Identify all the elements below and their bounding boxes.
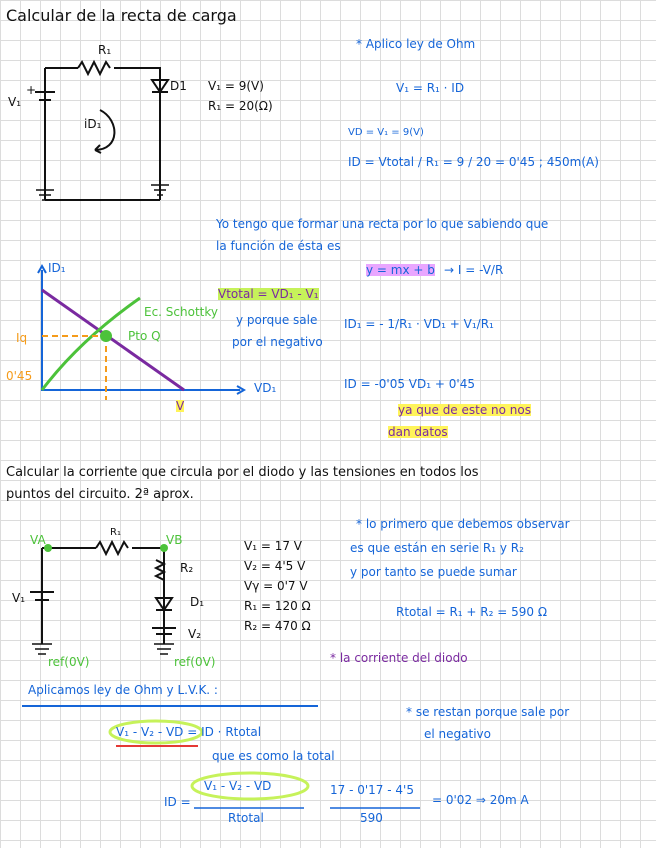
- section2-title-2: puntos del circuito. 2ª aprox.: [6, 487, 194, 502]
- resta-note-1: * se restan porque sale por: [406, 705, 570, 719]
- value-vg: Vγ = 0'7 V: [244, 579, 308, 593]
- eq-sub: que es como la total: [212, 749, 335, 763]
- ref1-label: ref(0V): [48, 655, 90, 669]
- vtotal-eq: Vtotal = VD₁ - V₁: [218, 287, 319, 301]
- current-note: * la corriente del diodo: [330, 651, 468, 665]
- graph-iq-val: 0'45: [6, 369, 33, 383]
- ohm-kvl: Aplicamos ley de Ohm y L.V.K. :: [28, 683, 218, 697]
- final-result: = 0'02 ⇒ 20m A: [432, 793, 529, 807]
- eq4: ID = -0'05 VD₁ + 0'45: [344, 377, 475, 391]
- d1-label: D1: [170, 79, 187, 93]
- ohm-cond: VD = V₁ = 9(V): [348, 127, 424, 138]
- frac-den: Rtotal: [228, 811, 264, 825]
- va-label: VA: [30, 533, 46, 547]
- series-note-3: y por tanto se puede sumar: [350, 565, 517, 579]
- frac2-num: 17 - 0'17 - 4'5: [330, 783, 414, 797]
- value-v2: V₂ = 4'5 V: [244, 559, 306, 573]
- line-eq: y = mx + b: [366, 263, 435, 277]
- plus-label: +: [26, 83, 37, 97]
- r1b-label: R₁: [110, 527, 121, 538]
- graph-y-axis: ID₁: [48, 261, 66, 275]
- graph-x-axis: VD₁: [254, 381, 277, 395]
- section1-title: Calcular de la recta de carga: [6, 6, 237, 25]
- r1-label: R₁: [98, 43, 112, 57]
- value-r1: R₁ = 120 Ω: [244, 599, 311, 613]
- v2-label: V₂: [188, 627, 202, 641]
- v1b-label: V₁: [12, 591, 26, 605]
- sign-note-1: y porque sale: [236, 313, 318, 327]
- line-eq2: → I = -V/R: [444, 263, 504, 277]
- value-r2: R₂ = 470 Ω: [244, 619, 311, 633]
- resta-note-2: el negativo: [424, 727, 491, 741]
- note-yellow-2: dan datos: [388, 425, 448, 439]
- given-r1: R₁ = 20(Ω): [208, 99, 273, 113]
- i1-label: iD₁: [84, 117, 102, 131]
- series-note-2: es que están en serie R₁ y R₂: [350, 541, 524, 555]
- value-v1: V₁ = 17 V: [244, 539, 302, 553]
- eq3: ID₁ = - 1/R₁ · VD₁ + V₁/R₁: [344, 317, 494, 331]
- note-yellow-1: ya que de este no nos: [398, 403, 532, 417]
- given-v1: V₁ = 9(V): [208, 79, 264, 93]
- rtotal-eq: Rtotal = R₁ + R₂ = 590 Ω: [396, 605, 548, 619]
- ohm-title: * Aplico ley de Ohm: [356, 37, 476, 51]
- graph-point-label: Pto Q: [128, 329, 161, 343]
- eq-main: V₁ - V₂ - VD = ID · Rtotal: [116, 725, 262, 739]
- id-label: ID =: [164, 795, 191, 809]
- graph-v-tick: V: [176, 399, 185, 413]
- ohm-formula: V₁ = R₁ · ID: [396, 81, 465, 95]
- graph-iq: Iq: [16, 331, 28, 345]
- series-note-1: * lo primero que debemos observar: [356, 517, 570, 531]
- explain-line2: la función de ésta es: [216, 239, 341, 253]
- section2-title-1: Calcular la corriente que circula por el diodo y las tensiones en todos los: [6, 465, 479, 480]
- graph-curve-label: Ec. Schottky: [144, 305, 219, 319]
- frac-num: V₁ - V₂ - VD: [204, 779, 272, 793]
- d1b-label: D₁: [190, 595, 205, 609]
- explain-line1: Yo tengo que formar una recta por lo que sabiendo que: [216, 217, 549, 231]
- vb-label: VB: [166, 533, 183, 547]
- r2-label: R₂: [180, 561, 194, 575]
- ref2-label: ref(0V): [174, 655, 216, 669]
- v1-label: V₁: [8, 95, 22, 109]
- frac2-den: 590: [360, 811, 383, 825]
- sign-note-2: por el negativo: [232, 335, 323, 349]
- ohm-result: ID = Vtotal / R₁ = 9 / 20 = 0'45 ; 450m(A): [348, 155, 599, 169]
